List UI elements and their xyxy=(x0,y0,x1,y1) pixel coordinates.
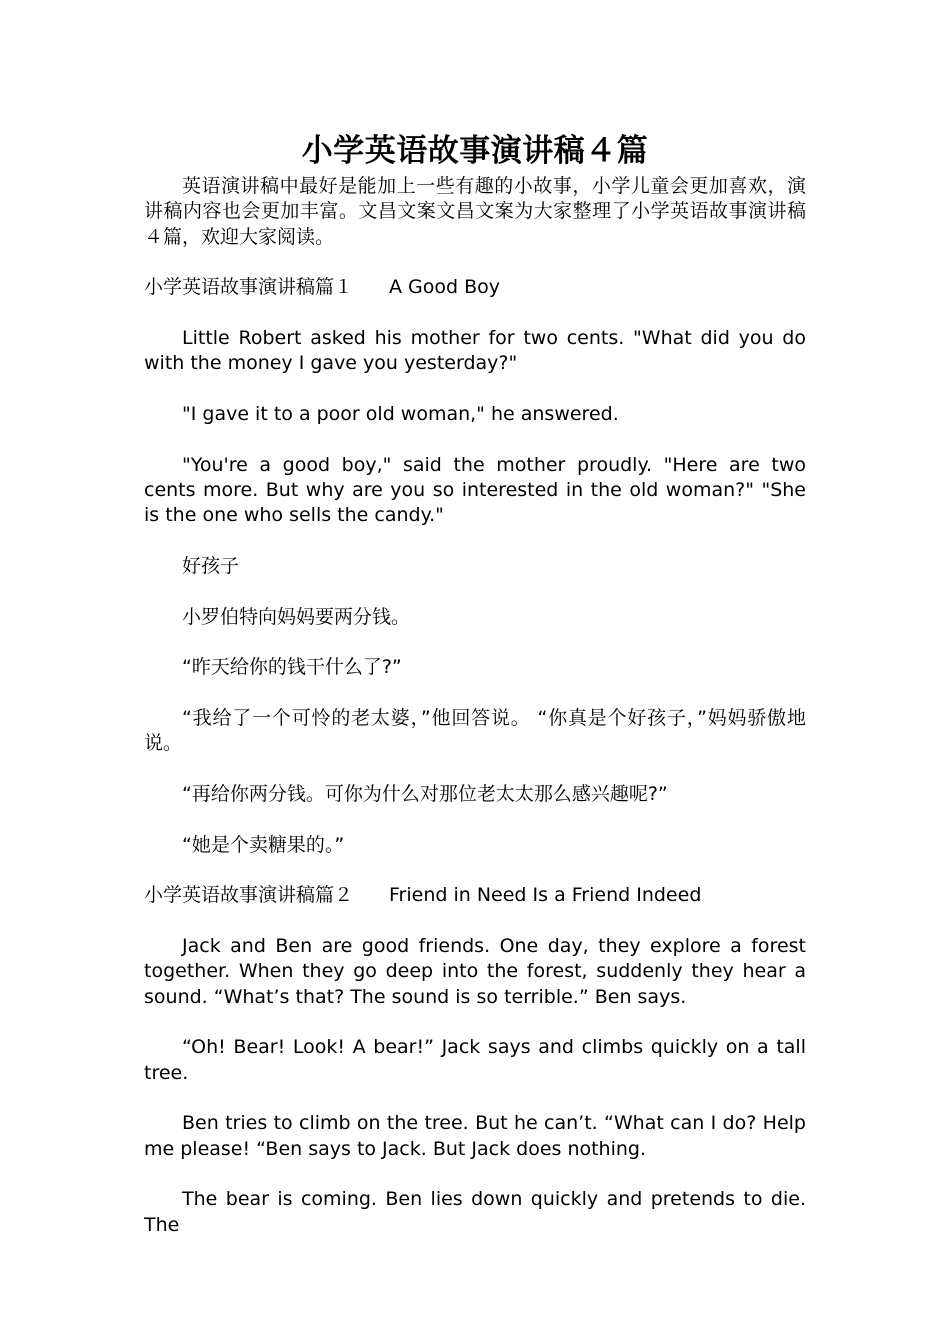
story1-paragraph: "I gave it to a poor old woman," he answered. xyxy=(182,402,619,425)
story1-paragraph: Little Robert asked his mother for two cents. "What did you do with the money I gave you yesterday?" xyxy=(144,326,806,375)
story1-paragraph: “我给了一个可怜的老太婆，”他回答说。 “你真是个好孩子，”妈妈骄傲地说。 xyxy=(144,706,806,755)
story2-heading-en: Friend in Need Is a Friend Indeed xyxy=(389,884,702,907)
story2-heading-cn: 小学英语故事演讲稿篇２ xyxy=(144,884,354,907)
story1-heading-en: A Good Boy xyxy=(389,276,501,299)
story1-paragraph: "You're a good boy," said the mother proudly. "Here are two cents more. But why are you so interested in the old woman?" "She is the one who sells the candy." xyxy=(144,453,806,527)
document-page xyxy=(144,130,806,1263)
document-title: 小学英语故事演讲稿４篇 xyxy=(301,133,649,169)
story2-paragraph: Jack and Ben are good friends. One day, they explore a forest together. When they go deep into the forest, suddenly they hear a sound. “What’s that? The sound is so terrible.” Ben says. xyxy=(144,935,806,1008)
intro-paragraph: 英语演讲稿中最好是能加上一些有趣的小故事，小学儿童会更加喜欢，演讲稿内容也会更加丰富。文昌文案文昌文案为大家整理了小学英语故事演讲稿４篇，欢迎大家阅读。 xyxy=(144,175,806,248)
story2-paragraph: Ben tries to climb on the tree. But he can’t. “What can I do? Help me please! “Ben says to Jack. But Jack does nothing. xyxy=(144,1112,806,1160)
story1-paragraph: “再给你两分钱。可你为什么对那位老太太那么感兴趣呢?” xyxy=(182,782,668,805)
story2-paragraph: The bear is coming. Ben lies down quickly and pretends to die. The xyxy=(144,1188,806,1236)
story1-paragraph: 小罗伯特向妈妈要两分钱。 xyxy=(182,605,411,628)
story1-paragraph: “昨天给你的钱干什么了?” xyxy=(182,656,402,679)
story1-paragraph: “她是个卖糖果的。” xyxy=(182,833,345,856)
story1-heading xyxy=(144,275,806,300)
story2-heading xyxy=(144,883,806,908)
story1-heading-cn: 小学英语故事演讲稿篇１ xyxy=(144,276,354,299)
story1-paragraph: 好孩子 xyxy=(182,554,240,577)
story2-paragraph: “Oh! Bear! Look! A bear!” Jack says and climbs quickly on a tall tree. xyxy=(144,1036,806,1084)
